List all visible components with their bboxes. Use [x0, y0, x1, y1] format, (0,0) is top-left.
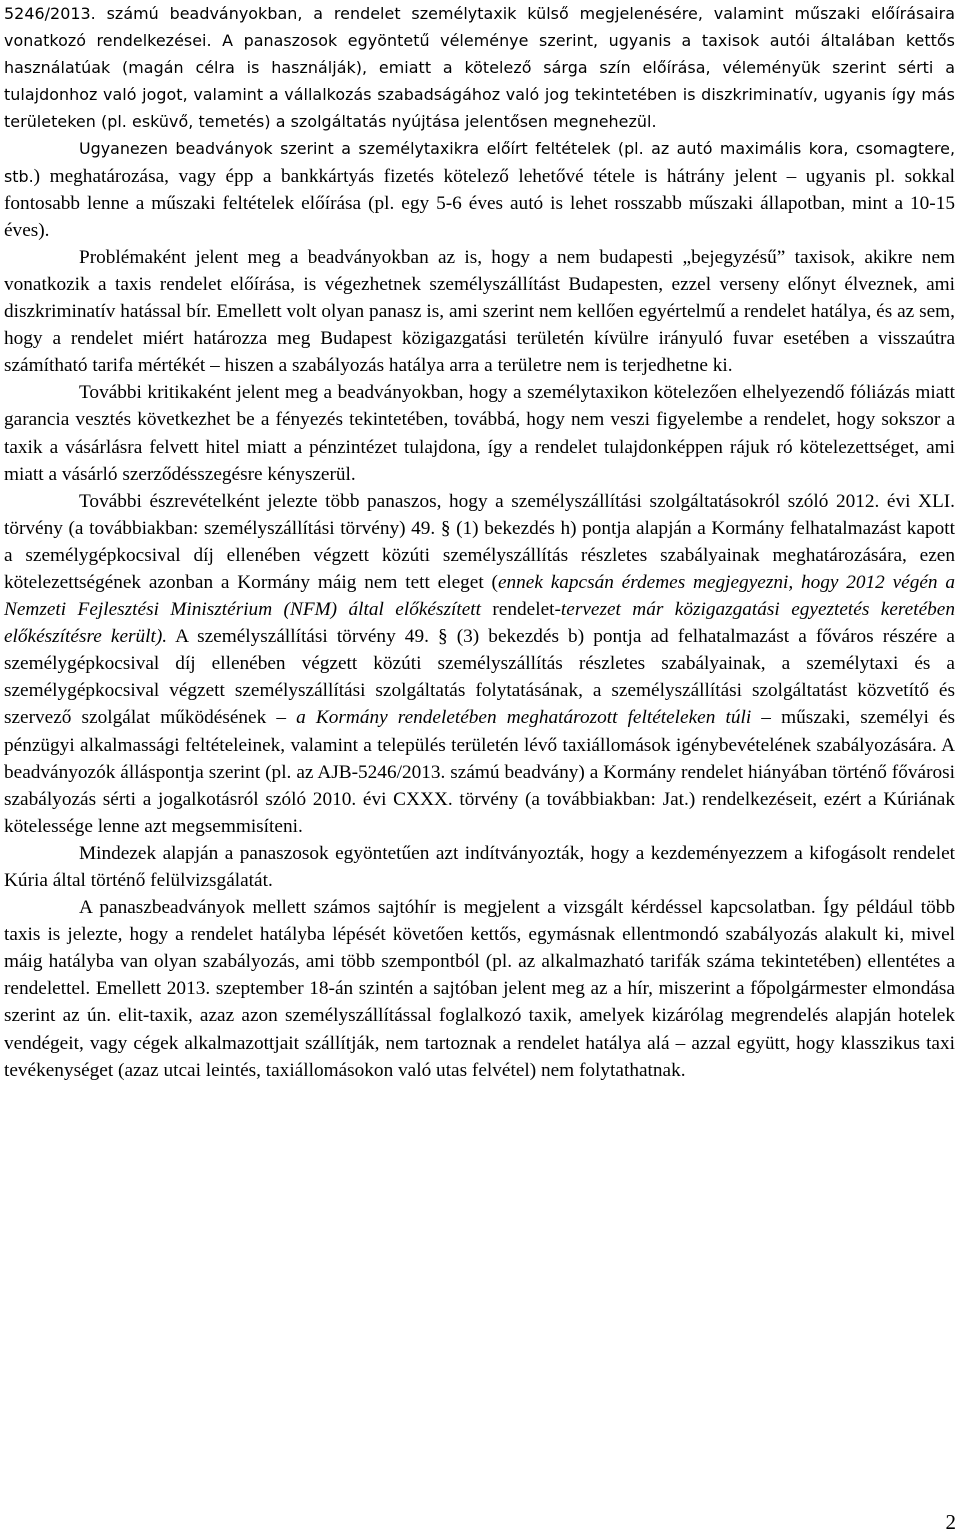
page-number: 2 — [945, 1510, 956, 1534]
paragraph-2 — [4, 135, 955, 243]
paragraph-5-run-4: – műszaki, személyi és pénzügyi alkalmassági feltételeinek, valamint a település területén lévő taxiállomások igénybevételének szabályozására. A beadványozók álláspontja szerint (pl. az AJB-5246/2013. számú beadvány) a Kormány rendelet hiányában történő fővárosi szabályozás sérti a jogalkotásról szóló 2010. évi CXXX. törvény (a továbbiakban: Jat.) rendelkezéseit, ezért a Kúriának kötelessége lenne azt megsemmisíteni. — [4, 707, 955, 837]
paragraph-5-run-3: A személyszállítási törvény 49. § (3) bekezdés b) pontja ad felhatalmazást a főváros részére a személygépkocsival díj ellenében végzett közúti személyszállítás részletes szabályainak, a személytaxi és a személygépkocsival végzett személyszállítási szolgáltatás folytatásának, a személyszállítási szolgáltatást közvetítő és szervező szolgálat működésének – — [4, 626, 955, 729]
paragraph-2-sans-run: Ugyanezen beadványok szerint a személytaxikra előírt feltételek (pl. az autó maximális kora, csomagtere, stb. — [4, 139, 955, 186]
paragraph-4: További kritikaként jelent meg a beadványokban, hogy a személytaxikon kötelezően elhelyezendő fóliázás miatt garancia vesztés következhet be a fényezés tekintetében, továbbá, hogy nem veszi figyelembe a rendelet, hogy sokszor a taxik a vásárlásra felvett hitel miatt a pénzintézet tulajdona, így a rendelet tulajdonképpen rájuk ró kötelezettséget, ami miatt a vásárló szerződésszegésre kényszerül. — [4, 382, 955, 485]
paragraph-5-run-1: További észrevételként jelezte több panaszos, hogy a személyszállítási szolgáltatásokról szóló 2012. évi XLI. törvény (a továbbiakban: személyszállítási törvény) 49. § (1) bekezdés h) pontja alapján a Kormány felhatalmazást kapott a személygépkocsival díj ellenében végzett közúti személyszállítás részletes szabályainak meghatározására, ezen kötelezettségének azonban a Kormány máig nem tett eleget ( — [4, 490, 955, 593]
paragraph-5-run-2: rendelet- — [492, 599, 561, 621]
paragraph-3: Problémaként jelent meg a beadványokban az is, hogy a nem budapesti „bejegyzésű” taxisok, akikre nem vonatkozik a taxis rendelet előírása, is végezhetnek személyszállítást Budapesten, ezzel verseny előnyt élveznek, ami diszkriminatív hatással bír. Emellett volt olyan panasz is, ami szerint nem kellően egyértelmű a rendelet hatálya, és az sem, hogy a rendelet miért határozza meg Budapest közigazgatási területén kívülre irányuló fuvar esetében a visszaútra számítható tarifa mértékét – hiszen a szabályozás hatálya arra a területre nem is terjedhetne ki. — [4, 246, 955, 377]
paragraph-5-italic-3: a Kormány rendeletében meghatározott feltételeken túli — [296, 707, 752, 729]
paragraph-5-italic-1: ennek kapcsán érdemes megjegyezni, hogy 2012 végén a Nemzeti Fejlesztési Minisztérium (NFM) által előkészített — [4, 571, 955, 621]
paragraph-2-serif-run: ) meghatározása, vagy épp a bankkártyás fizetés kötelező lehetővé tétele is hátrány jelent – ugyanis pl. sokkal fontosabb lenne a műszaki feltételek előírása (pl. egy 5-6 éves autó is lehet rosszabb műszaki állapotban, mint a 10-15 éves). — [4, 165, 955, 241]
paragraph-5 — [4, 488, 955, 840]
document-page — [4, 0, 955, 1084]
paragraph-7: A panaszbeadványok mellett számos sajtóhír is megjelent a vizsgált kérdéssel kapcsolatban. Így például több taxis is jelezte, hogy a rendelet hatályba lépését követően kettős, egymásnak ellentmondó szabályozás alakult ki, mivel máig hatályba van olyan szabályozás, ami több szempontból (pl. az alkalmazható tarifák száma tekintetében) ellentétes a rendelettel. Emellett 2013. szeptember 18-án szintén a sajtóban jelent meg az a hír, miszerint a főpolgármester elmondása szerint az ún. elit-taxik, azaz azon személyszállítással foglalkozó taxik, amelyek kizárólag megrendelés alapján hotelek vendégeit, vagy cégek alkalmazottjait szállítják, nem tartoznak a rendelet hatálya alá – azzal együtt, hogy klasszikus taxi tevékenységet (azaz utcai leintés, taxiállomásokon való utas felvétel) nem folytathatnak. — [4, 897, 955, 1081]
paragraph-1: 5246/2013. számú beadványokban, a rendelet személytaxik külső megjelenésére, valamint műszaki előírásaira vonatkozó rendelkezései. A panaszosok egyöntetű véleménye szerint, ugyanis a taxisok autói általában kettős használatúak (magán célra is használják), emiatt a kötelező sárga szín előírása, véleményük szerint sérti a tulajdonhoz való jogot, valamint a vállalkozás szabadságához való jog tekintetében is diszkriminatív, ugyanis így más területeken (pl. esküvő, temetés) a szolgáltatás nyújtása jelentősen megnehezül. — [4, 4, 955, 132]
paragraph-6: Mindezek alapján a panaszosok egyöntetűen azt indítványozták, hogy a kezdeményezzem a kifogásolt rendelet Kúria által történő felülvizsgálatát. — [4, 842, 955, 891]
paragraph-5-italic-2: tervezet már közigazgatási egyeztetés keretében előkészítésre került). — [4, 599, 955, 648]
